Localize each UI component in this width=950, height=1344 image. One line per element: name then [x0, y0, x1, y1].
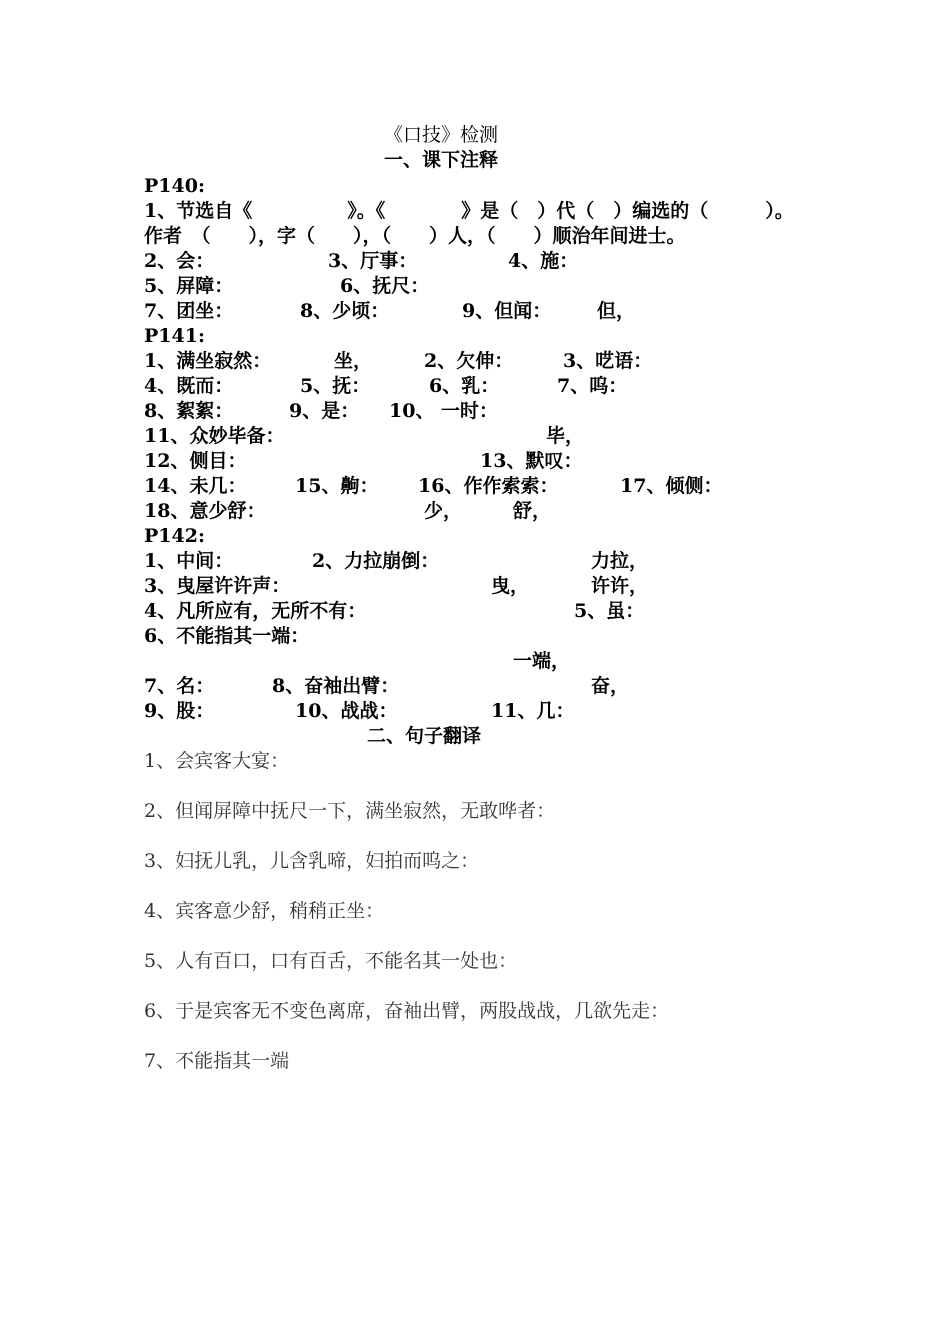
- p141-item: 18、意少舒：: [144, 500, 266, 522]
- p140-line-1: 1、节选自《 》。《 》是（ ）代（ ）编选的（ ）。: [144, 200, 794, 222]
- page-label-p142: P142:: [144, 525, 205, 547]
- p141-item: 11、众妙毕备：: [144, 425, 285, 447]
- p142-item: 6、不能指其一端：: [144, 625, 310, 647]
- p140-item: 7、团坐：: [144, 300, 234, 322]
- p140-item: 5、屏障：: [144, 275, 234, 297]
- p142-item: 10、战战：: [295, 700, 398, 722]
- p141-item: 少，: [424, 500, 463, 522]
- p141-item: 17、倾侧：: [620, 475, 723, 497]
- p141-item: 4、既而：: [144, 375, 234, 397]
- p142-item: 8、奋袖出臂：: [272, 675, 400, 697]
- p141-item: 13、默叹：: [480, 450, 583, 472]
- p142-item: 11、几：: [491, 700, 575, 722]
- p141-item: 16、作作索索：: [418, 475, 559, 497]
- p141-item: 舒，: [513, 500, 552, 522]
- p140-item: 6、抚尺：: [340, 275, 430, 297]
- p141-item: 9、是：: [289, 400, 360, 422]
- p140-item: 4、施：: [508, 250, 579, 272]
- translation-item: 6、于是宾客无不变色离席，奋袖出臂，两股战战，几欲先走：: [144, 1000, 670, 1022]
- p142-item: 许许，: [591, 575, 649, 597]
- translation-item: 2、但闻屏障中抚尺一下，满坐寂然，无敢哗者：: [144, 800, 556, 822]
- p140-item: 9、但闻：: [462, 300, 552, 322]
- translation-item: 4、宾客意少舒，稍稍正坐：: [144, 900, 385, 922]
- p141-item: 3、呓语：: [563, 350, 653, 372]
- p142-item: 曳，: [491, 575, 530, 597]
- section-heading-annotations: 一、课下注释: [384, 149, 499, 171]
- p141-item: 坐，: [334, 350, 373, 372]
- p141-item: 2、欠伸：: [424, 350, 514, 372]
- p140-item: 3、厅事：: [328, 250, 418, 272]
- p141-item: 15、齁：: [295, 475, 379, 497]
- p141-item: 8、絮絮：: [144, 400, 234, 422]
- p140-item: 2、会：: [144, 250, 215, 272]
- translation-item: 1、会宾客大宴：: [144, 750, 290, 772]
- p142-item: 力拉，: [591, 550, 649, 572]
- p140-item: 8、少顷：: [300, 300, 390, 322]
- p141-item: 10、 一时：: [389, 400, 499, 422]
- page-label-p141: P141:: [144, 325, 205, 347]
- p141-item: 14、未几：: [144, 475, 247, 497]
- p141-item: 12、侧目：: [144, 450, 247, 472]
- p142-item: 2、力拉崩倒：: [312, 550, 440, 572]
- p142-item: 4、凡所应有，无所不有：: [144, 600, 367, 622]
- page-label-p140: P140:: [144, 175, 205, 197]
- translation-item: 5、人有百口，口有百舌，不能名其一处也：: [144, 950, 518, 972]
- p142-item: 1、中间：: [144, 550, 234, 572]
- p142-item: 3、曳屋许许声：: [144, 575, 291, 597]
- p142-item: 7、名：: [144, 675, 215, 697]
- p141-item: 6、乳：: [429, 375, 500, 397]
- page-title: 《口技》检测: [384, 124, 499, 146]
- p142-item: 奋，: [591, 675, 630, 697]
- p140-item: 但，: [597, 300, 636, 322]
- p141-item: 毕，: [546, 425, 585, 447]
- p141-item: 1、满坐寂然：: [144, 350, 272, 372]
- p142-item: 9、股：: [144, 700, 215, 722]
- p141-item: 7、呜：: [557, 375, 628, 397]
- p142-item: 一端，: [513, 650, 571, 672]
- translation-item: 7、不能指其一端: [144, 1050, 290, 1072]
- section-heading-translation: 二、句子翻译: [367, 725, 482, 747]
- p142-item: 5、虽：: [574, 600, 645, 622]
- p141-item: 5、抚：: [300, 375, 371, 397]
- p140-line-2: 作者 （ ），字（ ），（ ）人，（ ）顺治年间进士。: [144, 225, 686, 247]
- translation-item: 3、妇抚儿乳，儿含乳啼，妇拍而呜之：: [144, 850, 480, 872]
